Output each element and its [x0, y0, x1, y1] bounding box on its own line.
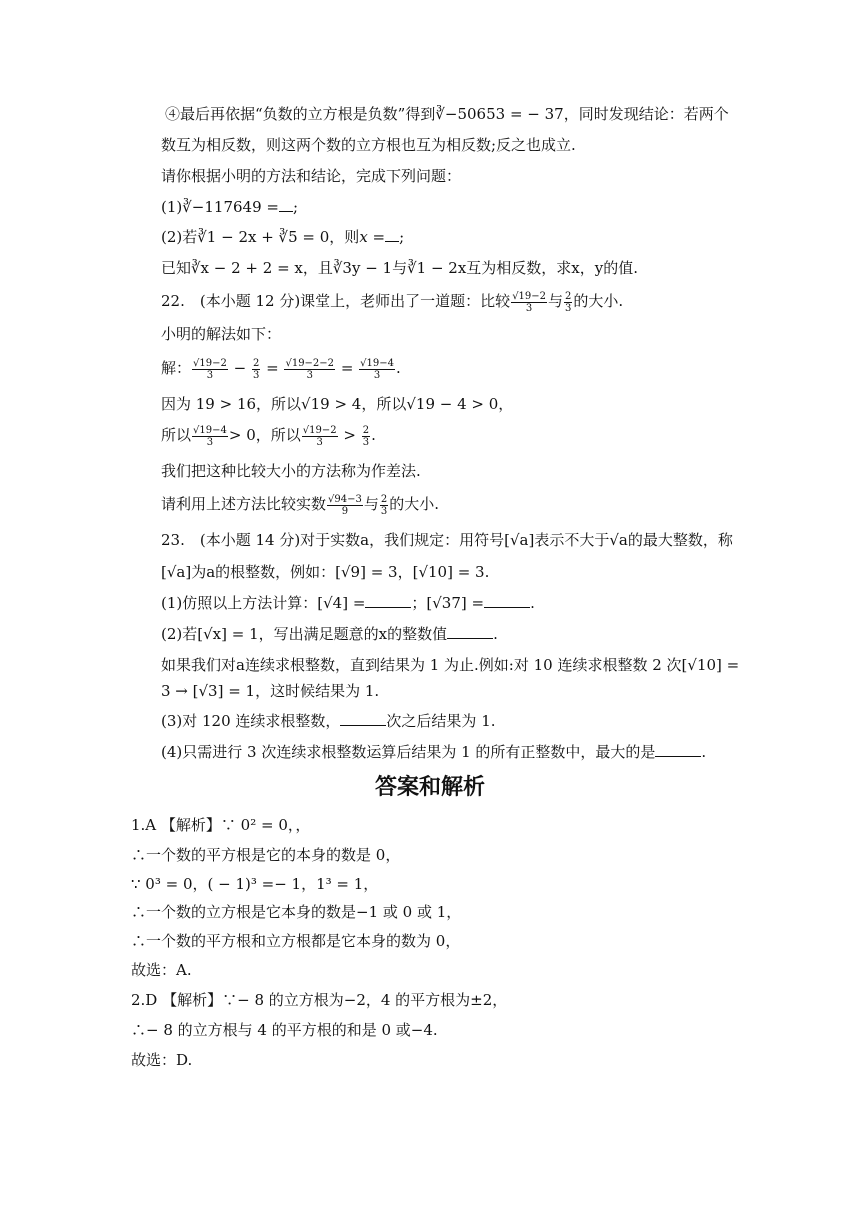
answer-line: ∴一个数的平方根和立方根都是它本身的数为 0，	[131, 932, 461, 950]
task-tail: 的大小.	[389, 495, 440, 513]
fraction: $\frac{√19-2}{3}$	[512, 290, 547, 314]
q21-part2-var: x =	[359, 228, 386, 246]
and-text: 与	[363, 495, 379, 513]
fraction: $\frac{√19-4}{3}$	[193, 424, 227, 448]
period: .	[371, 426, 376, 444]
q21-part2-text: (2)若∛1 − 2x + ∛5 = 0，则	[161, 228, 360, 246]
and-text: 与	[548, 292, 564, 310]
q21-step4: ④最后再依据“负数的立方根是负数”得到∛−50653 = − 37，同时发现结论：若两个	[165, 105, 729, 123]
q21-step4-cont: 数互为相反数，则这两个数的立方根也互为相反数;反之也成立.	[161, 136, 576, 154]
conclusion-text: > 0，所以	[228, 426, 301, 444]
answer-line: ∴− 8 的立方根与 4 的平方根的和是 0 或−4.	[131, 1021, 438, 1039]
fraction: $\frac{2}{3}$	[362, 424, 370, 448]
answer-line: 故选：D.	[131, 1051, 193, 1069]
answer-line: 2.D 【解析】∵− 8 的立方根为−2，4 的平方根为±2，	[131, 991, 508, 1009]
answer-blank	[365, 593, 411, 608]
period: .	[396, 359, 401, 377]
answer-line: 故选：A.	[131, 961, 192, 979]
answer-blank	[340, 711, 386, 726]
q23-example-cont: 3 → [√3] = 1，这时候结果为 1.	[161, 682, 380, 700]
q23-part3-tail: 次之后结果为 1.	[386, 712, 496, 730]
q23-part1-text: (1)仿照以上方法计算：[√4] =	[161, 594, 366, 612]
q22-heading-text: 22. (本小题 12 分)课堂上，老师出了一道题：比较	[161, 292, 511, 310]
greater-sign: >	[338, 426, 361, 444]
answer-line: ∴一个数的立方根是它本身的数是−1 或 0 或 1，	[131, 903, 462, 921]
minus-sign: −	[228, 359, 251, 377]
answer-line: ∵ 0³ = 0，( − 1)³ =− 1，1³ = 1，	[131, 875, 379, 893]
q21-part1-text: (1)∛−117649 =	[161, 198, 279, 216]
q23-part1: (1)仿照以上方法计算：[√4] = ；[√37] = .	[161, 594, 535, 612]
answer-blank	[385, 227, 399, 242]
q21-part1: (1)∛−117649 = ;	[161, 198, 299, 216]
q23-definition: [√a]为a的根整数，例如：[√9] = 3，[√10] = 3.	[161, 563, 490, 581]
solution-label: 解：	[161, 359, 192, 377]
fraction: $\frac{√94-3}{9}$	[328, 493, 362, 517]
answer-blank	[484, 593, 530, 608]
fraction: $\frac{√19-4}{3}$	[360, 357, 394, 381]
answer-blank	[655, 742, 701, 757]
q23-part4: (4)只需进行 3 次连续求根整数运算后结果为 1 的所有正整数中，最大的是 .	[161, 743, 707, 761]
q22-reason: 因为 19 > 16，所以√19 > 4，所以√19 − 4 > 0，	[161, 395, 514, 413]
q22-method: 小明的解法如下：	[161, 325, 282, 343]
q23-part3	[161, 710, 496, 732]
fraction: $\frac{√19-2}{3}$	[193, 357, 227, 381]
q23-heading: 23. (本小题 14 分)对于实数a，我们规定：用符号[√a]表示不大于√a的最大整数，称	[161, 531, 733, 549]
q22-heading	[161, 290, 623, 314]
q23-part2: (2)若[√x] = 1，写出满足题意的x的整数值 .	[161, 625, 498, 643]
equals-sign: =	[261, 359, 284, 377]
q22-task	[161, 493, 439, 517]
q23-part1-text2: ；[√37] =	[411, 594, 485, 612]
q23-part3-text: (3)对 120 连续求根整数，	[161, 712, 341, 730]
fraction: $\frac{2}{3}$	[380, 493, 388, 517]
answer-line: 1.A 【解析】∵ 0² = 0，，	[131, 816, 311, 834]
answers-title: 答案和解析	[374, 775, 485, 800]
q22-method-name: 我们把这种比较大小的方法称为作差法.	[161, 462, 421, 480]
equals-sign: =	[336, 359, 359, 377]
q21-part3: 已知∛x − 2 + 2 = x，且∛3y − 1与∛1 − 2x互为相反数，求x，y的值.	[161, 259, 639, 277]
q22-solution	[161, 357, 401, 381]
fraction: $\frac{√19-2}{3}$	[302, 424, 337, 448]
answer-blank	[279, 197, 293, 212]
answer-blank	[447, 624, 493, 639]
fraction: $\frac{√19-2-2}{3}$	[285, 357, 335, 381]
q23-part2-text: (2)若[√x] = 1，写出满足题意的x的整数值	[161, 625, 448, 643]
fraction: $\frac{2}{3}$	[565, 290, 572, 314]
q21-intro: 请你根据小明的方法和结论，完成下列问题：	[161, 167, 462, 185]
q22-heading-tail: 的大小.	[573, 292, 624, 310]
q23-example: 如果我们对a连续求根整数，直到结果为 1 为止.例如:对 10 连续求根整数 2 次[√10] =	[161, 656, 740, 674]
q23-part4-text: (4)只需进行 3 次连续求根整数运算后结果为 1 的所有正整数中，最大的是	[161, 743, 656, 761]
so-text: 所以	[161, 426, 192, 444]
fraction: $\frac{2}{3}$	[252, 357, 260, 381]
answer-line: ∴一个数的平方根是它的本身的数是 0，	[131, 846, 401, 864]
task-text: 请利用上述方法比较实数	[161, 495, 327, 513]
q21-part2: (2)若∛1 − 2x + ∛5 = 0，则x = ;	[161, 228, 405, 246]
q22-conclusion	[161, 424, 376, 448]
